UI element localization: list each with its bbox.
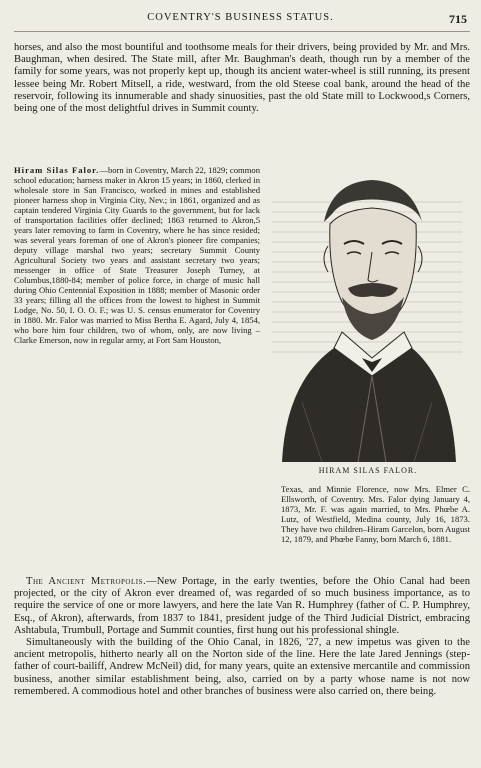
biography-left-column [14, 165, 260, 345]
page-header [0, 12, 481, 28]
canal-paragraph: Simultaneously with the building of the Ohio Canal, in 1826, '27, a new impetus was given to the ancient metropolis, hitherto nearly all on the Norton side of the line. Here the late Jared Jennings (step-father of court-bailiff, Andrew McNeil) did, for many years, quite an extensive mercantile and commission business, another similar establishment being, also, carried on by a party whose name is not now remembered. A commodious hotel and other branches of business were also carried on, there being. [14, 637, 470, 697]
bottom-section [14, 576, 470, 698]
biography-name: Hiram Silas Falor. [14, 165, 100, 175]
running-head: COVENTRY'S BUSINESS STATUS. [147, 12, 334, 23]
ancient-metropolis-paragraph: The Ancient Metropolis.—New Portage, in the early twenties, before the Ohio Canal had been projected, or the city of Akron ever dreamed of, was regarded of so much business importance, as to require the service of one or more lawyers, and here the late Van R. Humphrey (father of C. P. Humphrey, Esq., of Akron), afterwards, from 1837 to 1841, president judge of the Third Judicial District, embracing Ashtabula, Trumbull, Portage and Summit counties, first hung out his professional shingle. [14, 576, 470, 636]
biography-left-text: —born in Coventry, March 22, 1829; common school education; harness maker in Akron 15 years; in 1860, clerked in wholesale store in San Francisco, worked in mines and established pioneer harness shop in Virginia City, Nev.; in 1861, organized and as captain tendered Virginia City Guards to the government, but for lack of transportation facilities offer declined; 1863 returned to Akron,5 years later removing to farm in Coventry, where he has since resided; was several years foreman of one of Akron's pioneer fire companies; deputy village marshal two years; secretary Summit County Agricultural Society two years and assistant secretary two years; messenger in office of State Treasurer Joseph Turney, at Columbus,1880-84; member of police force, in charge of music hall during Ohio Centennial Exposition in 1888; member of Masonic order 33 years; filling all the offices from the lowest to highest in Summit Lodge, No. 50, I. O. O. F.; was U. S. census enumerator for Coventry in 1880. Mr. Falor was married to Miss Bertha E. Agard, July 4, 1854, who bore him four children, two of whom, only, are now living – Clarke Emerson, now in regular army, at Fort Sam Houston, [14, 165, 260, 345]
portrait-engraving [262, 162, 474, 462]
biography-right-column: Texas, and Minnie Florence, now Mrs. Elmer C. Ellsworth, of Coventry. Mrs. Falor dying January 4, 1873, Mr. F. was again married, to Mrs. Phœbe A. Lutz, of Westfield, Medina county, July 16, 1873. They have two children–Hiram Garcelon, born August 12, 1879, and Phœbe Fanny, born March 6, 1881. [281, 484, 470, 544]
page-number: 715 [449, 12, 467, 26]
intro-paragraph: horses, and also the most bountiful and toothsome meals for their drivers, being provided by Mr. and Mrs. Baughman, when desired. The State mill, after Mr. Baughman's death, though run by a member of the family for some years, was not properly kept up, though its ancient water-wheel is still running, its present lessee being Mr. Robert Mitsell, a ride, westward, from the old Steese coal bank, around the head of the reservoir, following its innumerable and shady sinuosities, past the old State mill to Lockwood,s Corners, being one of the most delightful drives in Summit county. [14, 42, 470, 115]
header-rule [14, 31, 470, 32]
portrait-caption: HIRAM SILAS FALOR. [318, 466, 418, 475]
section-heading: The Ancient Metropolis. [26, 576, 147, 587]
